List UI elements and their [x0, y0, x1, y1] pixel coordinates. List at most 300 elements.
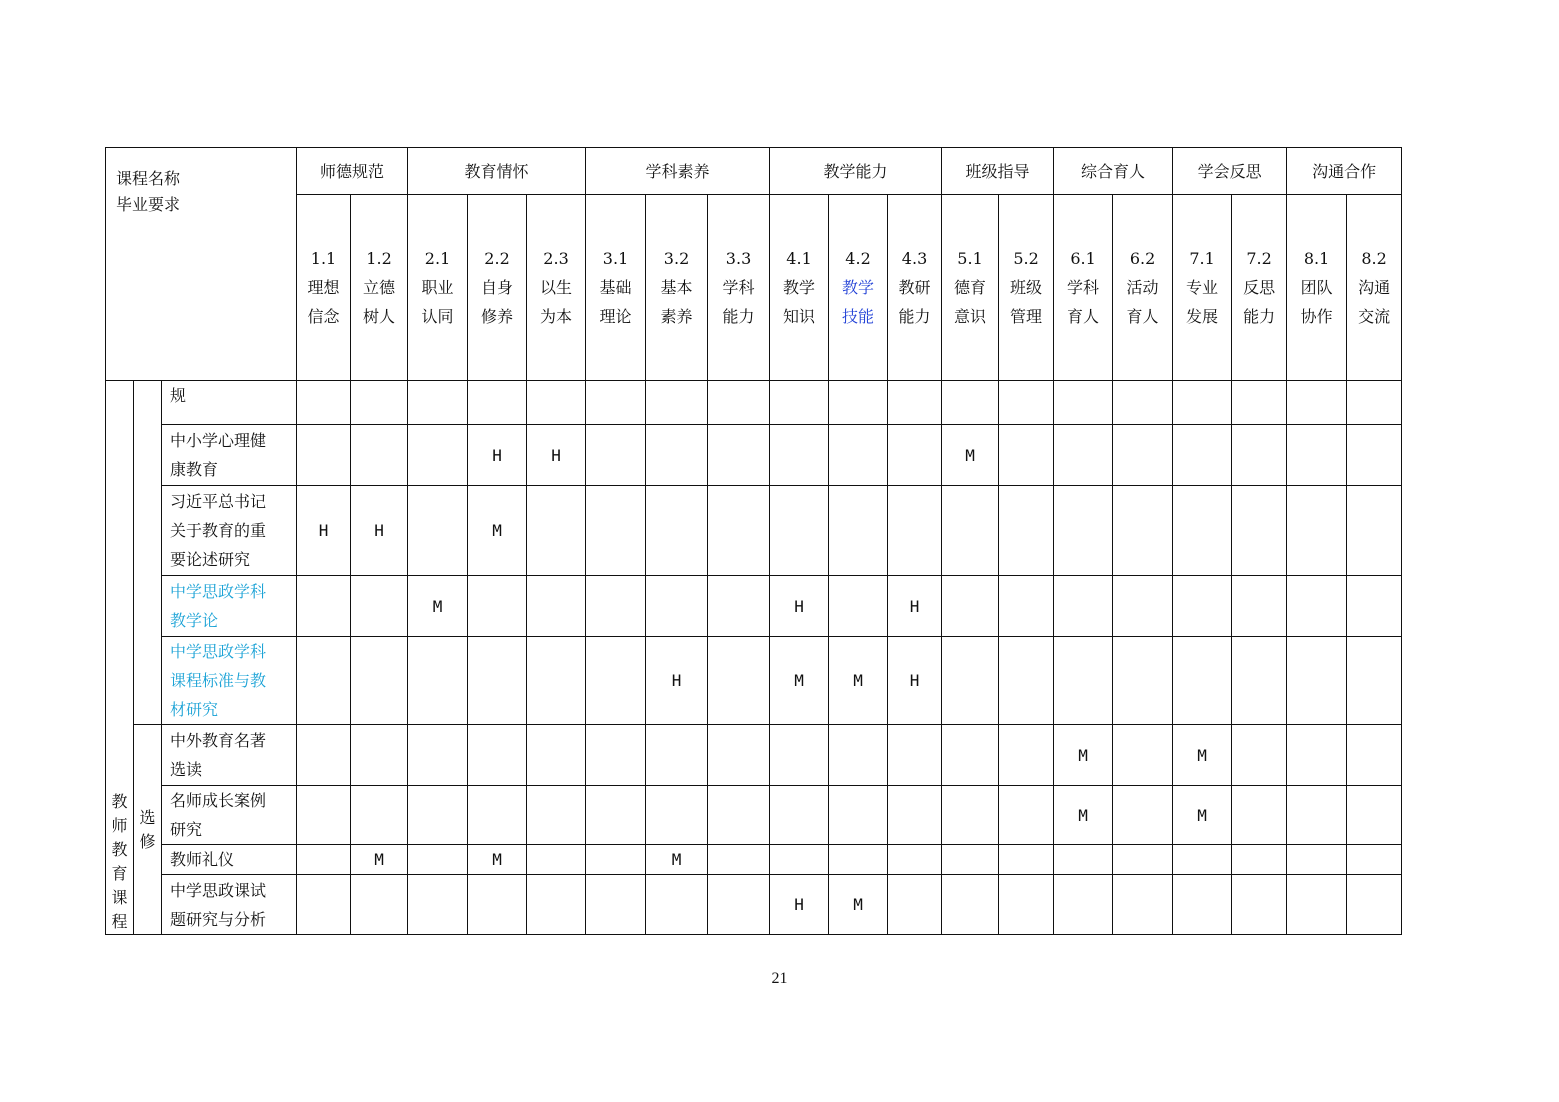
mark-cell: M	[408, 576, 468, 637]
subcol-header	[351, 195, 408, 381]
category-char: 教	[111, 792, 128, 811]
mark-cell	[888, 845, 942, 875]
subcol-header	[829, 195, 888, 381]
subcol-l1: 团队	[1300, 278, 1333, 297]
subcol-code: 4.1	[786, 249, 812, 268]
mark-cell	[351, 786, 408, 845]
mark-cell	[829, 381, 888, 425]
mark-cell	[1173, 425, 1232, 486]
mark-cell	[829, 576, 888, 637]
course-name-line: 题研究与分析	[170, 909, 267, 929]
mark-cell	[1054, 875, 1113, 935]
course-name-line: 中学思政学科	[170, 642, 267, 661]
subcol-header	[527, 195, 586, 381]
mark-cell	[1113, 786, 1173, 845]
mark-cell	[1113, 875, 1173, 935]
mark-cell	[1232, 425, 1287, 486]
mark-cell	[1173, 875, 1232, 935]
course-name-line: 教学论	[170, 611, 219, 630]
mark-cell	[770, 786, 829, 845]
mark-cell	[708, 425, 770, 486]
subcol-code: 3.2	[663, 249, 690, 268]
subcol-l1: 立德	[363, 278, 396, 297]
mark-cell	[1054, 381, 1113, 425]
mark-cell: M	[829, 637, 888, 725]
subcol-header	[1232, 195, 1287, 381]
course-name	[162, 637, 297, 725]
subcol-header	[1173, 195, 1232, 381]
mark-cell	[586, 637, 646, 725]
mark-cell: M	[1173, 786, 1232, 845]
mark-cell	[586, 486, 646, 576]
mark-cell	[1054, 845, 1113, 875]
group-header: 沟通合作	[1287, 148, 1402, 195]
subcol-code: 1.2	[366, 249, 392, 268]
mark-cell	[1113, 381, 1173, 425]
subcol-code: 8.1	[1303, 249, 1330, 268]
subcol-header	[888, 195, 942, 381]
mark-cell	[1054, 637, 1113, 725]
mark-cell	[297, 381, 351, 425]
mark-cell: M	[942, 425, 999, 486]
mark-cell	[646, 875, 708, 935]
mark-cell	[1347, 845, 1402, 875]
subcol-l1: 以生	[540, 278, 573, 297]
mark-cell	[708, 381, 770, 425]
mark-cell	[1113, 576, 1173, 637]
category-char: 师	[111, 816, 128, 835]
mark-cell	[999, 845, 1054, 875]
mark-cell: M	[468, 845, 527, 875]
page-number: 21	[771, 970, 788, 987]
table-row	[106, 875, 1402, 935]
mark-cell: M	[829, 875, 888, 935]
mark-cell: H	[646, 637, 708, 725]
mark-cell	[408, 381, 468, 425]
mark-cell	[942, 786, 999, 845]
mark-cell	[999, 381, 1054, 425]
mark-cell	[1347, 786, 1402, 845]
subcol-l2: 交流	[1358, 307, 1391, 326]
group-header: 教育情怀	[408, 148, 586, 195]
mark-cell	[888, 725, 942, 786]
mark-cell: M	[646, 845, 708, 875]
group-header: 师德规范	[297, 148, 408, 195]
course-name-line: 研究	[170, 820, 203, 839]
mark-cell	[1173, 576, 1232, 637]
mark-cell	[1347, 486, 1402, 576]
mark-cell	[942, 381, 999, 425]
mark-cell	[646, 786, 708, 845]
category-char: 课	[111, 888, 128, 907]
mark-cell	[1173, 486, 1232, 576]
table-row	[106, 845, 1402, 875]
mark-cell	[408, 875, 468, 935]
mark-cell	[770, 486, 829, 576]
mark-cell	[999, 875, 1054, 935]
mark-cell	[1054, 576, 1113, 637]
mark-cell	[770, 381, 829, 425]
mark-cell	[999, 425, 1054, 486]
mark-cell	[408, 786, 468, 845]
subcol-l1: 基础	[599, 278, 632, 297]
course-name-line: 关于教育的重	[170, 521, 267, 540]
subcol-l2: 修养	[481, 307, 514, 326]
course-name	[162, 381, 297, 425]
mark-cell	[1287, 845, 1347, 875]
mark-cell	[297, 576, 351, 637]
mark-cell	[408, 845, 468, 875]
mark-cell	[942, 637, 999, 725]
mark-cell	[1287, 637, 1347, 725]
course-name-line: 课程标准与教	[170, 671, 267, 690]
mark-cell	[829, 786, 888, 845]
curriculum-matrix-table	[105, 147, 1402, 935]
subcol-header	[1113, 195, 1173, 381]
mark-cell: M	[468, 486, 527, 576]
course-name-line: 中小学心理健	[170, 431, 267, 450]
mark-cell	[942, 875, 999, 935]
mark-cell	[770, 725, 829, 786]
course-name-line: 中学思政学科	[170, 582, 267, 601]
mark-cell	[1232, 875, 1287, 935]
category-label	[106, 381, 134, 935]
subcol-l2: 管理	[1010, 307, 1043, 326]
course-name-line: 康教育	[170, 460, 219, 479]
mark-cell	[646, 576, 708, 637]
mark-cell	[770, 425, 829, 486]
mark-cell	[1054, 425, 1113, 486]
mark-cell	[1054, 486, 1113, 576]
mark-cell: M	[770, 637, 829, 725]
subcol-code: 4.2	[845, 249, 871, 268]
mark-cell	[888, 786, 942, 845]
course-name	[162, 725, 297, 786]
subcol-l2: 理论	[599, 307, 632, 326]
subcol-l1: 学科	[1067, 278, 1100, 297]
subcol-l2: 为本	[540, 307, 573, 326]
mark-cell	[999, 786, 1054, 845]
course-name-line: 中学思政课试	[170, 880, 267, 900]
subcol-header	[586, 195, 646, 381]
mark-cell	[527, 381, 586, 425]
mark-cell	[1113, 845, 1173, 875]
course-name	[162, 425, 297, 486]
mark-cell	[1287, 486, 1347, 576]
table-row	[106, 486, 1402, 576]
subcol-header	[646, 195, 708, 381]
subcol-code: 2.1	[424, 249, 451, 268]
mark-cell	[1173, 381, 1232, 425]
mark-cell	[770, 845, 829, 875]
subcol-l1: 教学	[842, 278, 875, 297]
mark-cell: H	[297, 486, 351, 576]
subcol-l2: 能力	[722, 307, 755, 326]
mark-cell	[1347, 875, 1402, 935]
category-char: 程	[111, 912, 128, 931]
group-header: 班级指导	[942, 148, 1054, 195]
subcol-header	[297, 195, 351, 381]
course-name-line: 教师礼仪	[170, 850, 235, 869]
mark-cell	[1113, 425, 1173, 486]
mark-cell	[942, 486, 999, 576]
mark-cell	[468, 725, 527, 786]
category-char: 育	[111, 864, 128, 883]
mark-cell	[1347, 381, 1402, 425]
subcol-l2: 知识	[783, 307, 816, 326]
mark-cell	[1232, 845, 1287, 875]
elective-label	[134, 725, 162, 935]
table-row	[106, 786, 1402, 845]
course-name-line: 选读	[170, 760, 203, 779]
group-header: 教学能力	[770, 148, 942, 195]
subcol-code: 1.1	[310, 249, 337, 268]
mark-cell	[408, 637, 468, 725]
category-char: 教	[111, 840, 128, 859]
subcol-l2: 信念	[307, 307, 340, 326]
mark-cell	[942, 725, 999, 786]
mark-cell	[646, 725, 708, 786]
course-name	[162, 576, 297, 637]
subcol-code: 6.2	[1129, 249, 1156, 268]
subcol-l2: 发展	[1186, 307, 1219, 326]
mark-cell	[408, 486, 468, 576]
subcol-header	[999, 195, 1054, 381]
mark-cell: M	[351, 845, 408, 875]
mark-cell	[297, 637, 351, 725]
mark-cell	[829, 845, 888, 875]
mark-cell	[1232, 786, 1287, 845]
subcol-l1: 教研	[898, 278, 931, 297]
mark-cell	[586, 425, 646, 486]
subcol-l1: 教学	[783, 278, 816, 297]
mark-cell: H	[888, 637, 942, 725]
corner-course-label: 课程名称	[116, 169, 181, 188]
mark-cell	[297, 786, 351, 845]
mark-cell	[1287, 425, 1347, 486]
required-label	[134, 381, 162, 725]
mark-cell	[468, 875, 527, 935]
course-name-line: 中外教育名著	[170, 731, 267, 750]
mark-cell	[888, 486, 942, 576]
course-name-line: 习近平总书记	[170, 492, 267, 511]
mark-cell	[942, 576, 999, 637]
mark-cell	[408, 725, 468, 786]
header-subcol-row	[106, 195, 1402, 381]
mark-cell	[351, 725, 408, 786]
subcol-l1: 专业	[1186, 278, 1219, 297]
mark-cell	[351, 381, 408, 425]
subcol-l1: 基本	[660, 278, 693, 297]
subcol-l2: 协作	[1300, 307, 1333, 326]
mark-cell: H	[527, 425, 586, 486]
mark-cell	[646, 425, 708, 486]
mark-cell	[708, 486, 770, 576]
mark-cell	[708, 875, 770, 935]
mark-cell	[708, 576, 770, 637]
mark-cell	[586, 725, 646, 786]
mark-cell: H	[770, 576, 829, 637]
course-name	[162, 845, 297, 875]
mark-cell	[1287, 381, 1347, 425]
mark-cell	[708, 637, 770, 725]
subcol-code: 7.2	[1246, 249, 1272, 268]
mark-cell	[408, 425, 468, 486]
mark-cell: H	[770, 875, 829, 935]
mark-cell	[1347, 576, 1402, 637]
mark-cell	[999, 637, 1054, 725]
table-row	[106, 637, 1402, 725]
subcol-l1: 班级	[1010, 278, 1043, 297]
subcol-l1: 理想	[307, 278, 340, 297]
subcol-l1: 学科	[722, 278, 755, 297]
group-header: 学会反思	[1173, 148, 1287, 195]
subcol-header	[408, 195, 468, 381]
mark-cell	[351, 576, 408, 637]
mark-cell	[646, 381, 708, 425]
subcol-code: 5.1	[957, 249, 983, 268]
mark-cell	[999, 576, 1054, 637]
mark-cell: M	[1054, 725, 1113, 786]
subcol-header	[942, 195, 999, 381]
mark-cell	[888, 381, 942, 425]
mark-cell	[527, 486, 586, 576]
subcol-l2: 认同	[421, 307, 454, 326]
mark-cell	[527, 875, 586, 935]
mark-cell	[829, 425, 888, 486]
mark-cell	[1287, 786, 1347, 845]
course-name	[162, 786, 297, 845]
subcol-l1: 职业	[421, 278, 454, 297]
course-name-line: 要论述研究	[170, 550, 251, 569]
mark-cell	[1287, 875, 1347, 935]
table-row	[106, 425, 1402, 486]
mark-cell	[297, 875, 351, 935]
mark-cell	[351, 875, 408, 935]
subcol-header	[1347, 195, 1402, 381]
mark-cell	[468, 576, 527, 637]
mark-cell	[586, 576, 646, 637]
group-header: 综合育人	[1054, 148, 1173, 195]
table-row	[106, 576, 1402, 637]
elective-char: 修	[139, 831, 156, 851]
subcol-header	[1287, 195, 1347, 381]
subcol-l2: 树人	[363, 307, 396, 326]
mark-cell	[1173, 845, 1232, 875]
mark-cell: H	[351, 486, 408, 576]
mark-cell	[829, 486, 888, 576]
subcol-header	[708, 195, 770, 381]
mark-cell	[351, 425, 408, 486]
mark-cell: H	[468, 425, 527, 486]
mark-cell	[1232, 486, 1287, 576]
subcol-header	[770, 195, 829, 381]
mark-cell	[586, 875, 646, 935]
subcol-code: 4.3	[901, 249, 928, 268]
mark-cell	[942, 845, 999, 875]
mark-cell	[468, 381, 527, 425]
mark-cell	[1113, 637, 1173, 725]
subcol-l1: 反思	[1243, 278, 1276, 297]
subcol-l2: 素养	[660, 307, 693, 326]
mark-cell: M	[1173, 725, 1232, 786]
mark-cell	[586, 381, 646, 425]
mark-cell: M	[1054, 786, 1113, 845]
subcol-l2: 育人	[1126, 307, 1159, 326]
mark-cell	[1232, 576, 1287, 637]
table-row	[106, 725, 1402, 786]
mark-cell	[1113, 486, 1173, 576]
mark-cell	[1232, 725, 1287, 786]
subcol-l1: 自身	[481, 278, 514, 297]
mark-cell	[1232, 381, 1287, 425]
course-name-line: 材研究	[170, 700, 219, 719]
elective-char: 选	[139, 807, 156, 827]
subcol-code: 3.1	[602, 249, 629, 268]
mark-cell	[527, 786, 586, 845]
mark-cell	[586, 845, 646, 875]
mark-cell	[999, 725, 1054, 786]
mark-cell	[1347, 637, 1402, 725]
mark-cell	[1347, 425, 1402, 486]
subcol-header	[468, 195, 527, 381]
mark-cell	[1113, 725, 1173, 786]
subcol-l2: 能力	[1243, 307, 1276, 326]
mark-cell	[1287, 576, 1347, 637]
mark-cell	[468, 786, 527, 845]
mark-cell	[527, 725, 586, 786]
course-name-line: 规	[170, 386, 187, 405]
mark-cell	[527, 637, 586, 725]
mark-cell	[586, 786, 646, 845]
subcol-header	[1054, 195, 1113, 381]
mark-cell	[999, 486, 1054, 576]
mark-cell	[888, 875, 942, 935]
subcol-code: 8.2	[1361, 249, 1387, 268]
mark-cell	[1232, 637, 1287, 725]
group-header: 学科素养	[586, 148, 770, 195]
subcol-code: 2.2	[484, 249, 510, 268]
subcol-l1: 活动	[1126, 278, 1159, 297]
mark-cell	[468, 637, 527, 725]
course-name-line: 名师成长案例	[170, 791, 267, 810]
mark-cell	[888, 425, 942, 486]
subcol-l2: 意识	[954, 307, 987, 326]
mark-cell	[297, 725, 351, 786]
mark-cell: H	[888, 576, 942, 637]
mark-cell	[527, 845, 586, 875]
course-name	[162, 875, 297, 935]
mark-cell	[646, 486, 708, 576]
mark-cell	[1287, 725, 1347, 786]
corner-requirement-label: 毕业要求	[116, 195, 181, 214]
subcol-code: 7.1	[1189, 249, 1215, 268]
table-row	[106, 381, 1402, 425]
mark-cell	[708, 725, 770, 786]
subcol-l2: 育人	[1067, 307, 1100, 326]
mark-cell	[297, 845, 351, 875]
mark-cell	[1347, 725, 1402, 786]
mark-cell	[527, 576, 586, 637]
header-group-row	[106, 148, 1402, 195]
mark-cell	[297, 425, 351, 486]
subcol-l2: 能力	[898, 307, 931, 326]
subcol-code: 5.2	[1013, 249, 1039, 268]
subcol-l2: 技能	[842, 307, 875, 326]
subcol-l1: 德育	[954, 278, 987, 297]
mark-cell	[708, 786, 770, 845]
course-name	[162, 486, 297, 576]
